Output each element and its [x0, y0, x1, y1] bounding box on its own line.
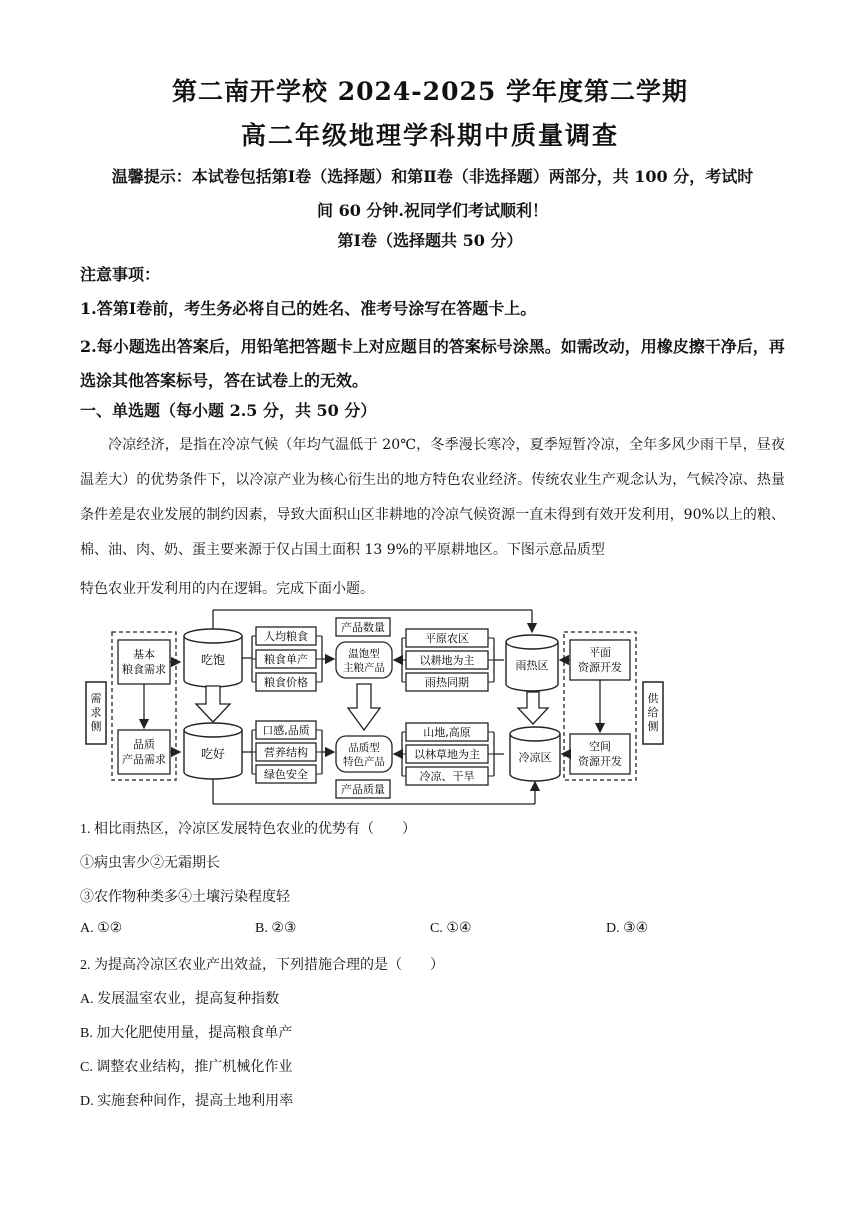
question-1-option-a[interactable]: A. ①②: [80, 921, 123, 936]
notice-item-2: 2.每小题选出答案后，用铅笔把答题卡上对应题目的答案标号涂黑。如需改动，用橡皮擦干净后，再选涂其他答案标号，答在试卷上的无效。: [80, 337, 785, 390]
staple-product-text-2: 主粮产品: [343, 662, 385, 674]
logic-diagram: [80, 602, 770, 808]
question-2-option-c[interactable]: C. 调整农业结构，推广机械化作业: [80, 1060, 293, 1075]
forest-grass-text: 以林草地为主: [414, 748, 480, 761]
rain-heat-text: 雨热同期: [425, 676, 469, 689]
question-1-option-b[interactable]: B. ②③: [255, 921, 297, 936]
reading-passage: 冷凉经济，是指在冷凉气候（年均气温低于 20℃，冬季漫长寒冷，夏季短暂冷凉，全年多风少雨干旱，昼夜温差大）的优势条件下，以冷凉产业为核心衍生出的地方特色农业经济。传统农业生产观念认为，气候冷凉、热量条件差是农业发展的制约因素，导致大面积山区非耕地的冷凉气候资源一直未得到有效开发利用，90%以上的粮、棉、油、肉、奶、蛋主要来源于仅占国土面积 13 9%的平原耕地区。下图示意品质型: [80, 437, 785, 558]
demand-side-label-2: 求: [90, 706, 102, 719]
question-1-stem: 1. 相比雨热区，冷凉区发展特色农业的优势有（ ）: [80, 822, 416, 837]
quality-need-box: [118, 730, 170, 774]
eat-well-label: 吃好: [200, 747, 226, 761]
product-quantity-text: 产品数量: [341, 621, 385, 634]
question-2-option-b[interactable]: B. 加大化肥使用量，提高粮食单产: [80, 1026, 293, 1041]
plane-dev-text-1: 平面: [589, 646, 611, 659]
down-arrow-right: [518, 692, 548, 724]
demand-side-label-1: 需: [90, 692, 102, 705]
part-heading: 一、单选题（每小题 2.5 分，共 50 分）: [80, 401, 377, 420]
cool-dry-text: 冷凉、干旱: [419, 770, 475, 783]
demand-side-label-3: 侧: [90, 720, 102, 733]
basic-need-text-2: 粮食需求: [122, 663, 166, 676]
quality-need-text-2: 产品需求: [122, 753, 166, 766]
question-2-option-a[interactable]: A. 发展温室农业，提高复种指数: [80, 992, 280, 1007]
nutrition-text: 营养结构: [264, 746, 308, 759]
notice-item-1: 1.答第Ⅰ卷前，考生务必将自己的姓名、准考号涂写在答题卡上。: [80, 299, 537, 318]
basic-need-box: [118, 640, 170, 684]
taste-quality-text: 口感,品质: [262, 724, 310, 737]
eat-full-label: 吃饱: [200, 653, 226, 667]
product-quality-text: 产品质量: [341, 783, 385, 796]
per-capita-grain-text: 人均粮食: [264, 630, 308, 643]
quality-need-text-1: 品质: [133, 738, 155, 751]
exam-subtitle: 高二年级地理学科期中质量调查: [240, 121, 619, 150]
down-arrow-left: [196, 686, 230, 722]
down-arrow-center: [348, 684, 380, 730]
question-1-option-c[interactable]: C. ①④: [430, 921, 472, 936]
tip-line-2: 间 60 分钟.祝同学们考试顺利！: [317, 201, 548, 220]
tip-line-1: 温馨提示：本试卷包括第Ⅰ卷（选择题）和第Ⅱ卷（非选择题）两部分，共 100 分，考试时: [111, 167, 754, 186]
tip-paragraph: [80, 160, 785, 228]
question-1-statements-2: ③农作物种类多④土壤污染程度轻: [80, 890, 290, 905]
exam-title: 第二南开学校 2024-2025 学年度第二学期: [172, 77, 688, 106]
question-2-stem: 2. 为提高冷凉区农业产出效益，下列措施合理的是（ ）: [80, 958, 444, 973]
supply-side-label-3: 侧: [647, 720, 659, 733]
supply-side-label-1: 供: [647, 692, 659, 705]
rainy-hot-zone-label: 雨热区: [515, 659, 549, 672]
cropland-main-text: 以耕地为主: [419, 654, 475, 667]
space-dev-text-2: 资源开发: [578, 755, 622, 768]
cool-zone-label: 冷凉区: [518, 751, 552, 764]
basic-need-text-1: 基本: [133, 648, 155, 661]
quality-product-text-2: 特色产品: [343, 756, 385, 768]
mountain-text: 山地,高原: [423, 726, 471, 739]
question-1-statements-1: ①病虫害少②无霜期长: [80, 856, 220, 871]
green-safety-text: 绿色安全: [264, 768, 308, 781]
section-title: 第Ⅰ卷（选择题共 50 分）: [337, 231, 523, 250]
question-1-option-d[interactable]: D. ③④: [606, 921, 649, 936]
question-2-option-d[interactable]: D. 实施套种间作，提高土地利用率: [80, 1094, 294, 1109]
notice-heading: 注意事项：: [80, 265, 161, 284]
reading-passage-tail: 特色农业开发利用的内在逻辑。完成下面小题。: [80, 581, 374, 597]
plane-dev-text-2: 资源开发: [578, 661, 622, 674]
space-dev-text-1: 空间: [589, 740, 611, 753]
supply-side-label-2: 给: [647, 706, 659, 719]
plain-area-text: 平原农区: [425, 632, 469, 645]
quality-product-text-1: 品质型: [348, 742, 380, 754]
staple-product-text-1: 温饱型: [348, 648, 380, 660]
grain-price-text: 粮食价格: [264, 676, 308, 689]
grain-yield-text: 粮食单产: [264, 653, 308, 666]
